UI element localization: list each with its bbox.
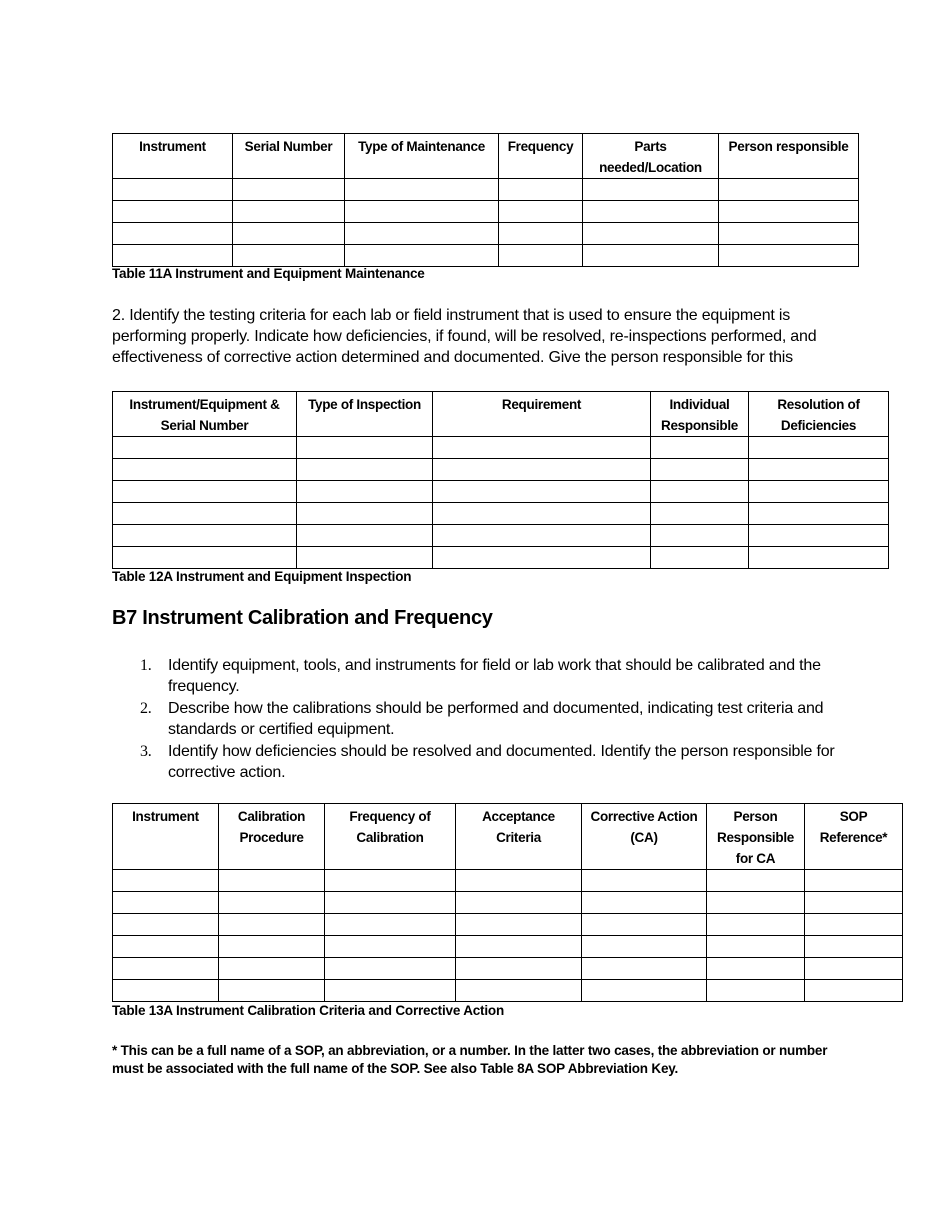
table-cell[interactable] — [707, 980, 805, 1002]
list-item-text: Describe how the calibrations should be performed and documented, indicating test criteria and standards or certified equipment. — [168, 700, 824, 738]
table-cell[interactable] — [345, 245, 499, 267]
table-cell[interactable] — [456, 870, 582, 892]
col-header-type-of-inspection: Type of Inspection — [297, 392, 433, 437]
table-cell[interactable] — [233, 179, 345, 201]
table-cell[interactable] — [219, 980, 325, 1002]
table-cell[interactable] — [297, 547, 433, 569]
table-cell[interactable] — [749, 547, 889, 569]
table-cell[interactable] — [583, 179, 719, 201]
list-item-text: Identify how deficiencies should be resolved and documented. Identify the person responsible for corrective action. — [168, 743, 835, 781]
table-cell[interactable] — [805, 892, 903, 914]
col-header-instrument: Instrument — [113, 804, 219, 870]
table-cell[interactable] — [325, 936, 456, 958]
table-cell[interactable] — [456, 892, 582, 914]
table-cell[interactable] — [651, 547, 749, 569]
list-item-number: 3. — [140, 743, 152, 760]
maintenance-table — [112, 133, 859, 267]
table-cell[interactable] — [219, 870, 325, 892]
table-cell[interactable] — [233, 223, 345, 245]
col-header-individual-responsible: Individual Responsible — [651, 392, 749, 437]
table-cell[interactable] — [325, 958, 456, 980]
table-cell[interactable] — [113, 525, 297, 547]
col-header-frequency-of-calibration: Frequency of Calibration — [325, 804, 456, 870]
col-header-resolution-of-deficiencies: Resolution of Deficiencies — [749, 392, 889, 437]
table-cell[interactable] — [113, 892, 219, 914]
table-cell[interactable] — [433, 481, 651, 503]
table-row — [113, 936, 903, 958]
table-cell[interactable] — [297, 503, 433, 525]
col-header-person-responsible: Person responsible — [719, 134, 859, 179]
table-cell[interactable] — [719, 223, 859, 245]
col-header-serial-number: Serial Number — [233, 134, 345, 179]
table-header-row — [113, 804, 903, 870]
table-row — [113, 525, 889, 547]
table-cell[interactable] — [456, 958, 582, 980]
table-cell[interactable] — [325, 914, 456, 936]
table-cell[interactable] — [297, 437, 433, 459]
table-row — [113, 481, 889, 503]
table-cell[interactable] — [499, 223, 583, 245]
table-cell[interactable] — [113, 223, 233, 245]
footnote: * This can be a full name of a SOP, an abbreviation, or a number. In the latter two cases, the abbreviation or number must be associated with the full name of the SOP. See also Table 8A SOP Abbreviation Key. — [112, 1043, 828, 1076]
table-cell[interactable] — [651, 437, 749, 459]
table-cell[interactable] — [113, 914, 219, 936]
table-cell[interactable] — [582, 936, 707, 958]
table-row — [113, 503, 889, 525]
table-cell[interactable] — [805, 936, 903, 958]
table-cell[interactable] — [325, 980, 456, 1002]
list-item-number: 1. — [140, 657, 152, 674]
table-cell[interactable] — [233, 245, 345, 267]
table-row — [113, 437, 889, 459]
table-cell[interactable] — [583, 245, 719, 267]
table-cell[interactable] — [113, 958, 219, 980]
table-cell[interactable] — [749, 481, 889, 503]
table-cell[interactable] — [113, 936, 219, 958]
table-cell[interactable] — [456, 914, 582, 936]
list-item-text: Identify equipment, tools, and instruments for field or lab work that should be calibrated and the frequency. — [168, 657, 821, 695]
table-row — [113, 201, 859, 223]
col-header-type-of-maintenance: Type of Maintenance — [345, 134, 499, 179]
table-cell[interactable] — [805, 914, 903, 936]
table-cell[interactable] — [707, 870, 805, 892]
table-cell[interactable] — [113, 179, 233, 201]
table-cell[interactable] — [433, 547, 651, 569]
table-row — [113, 870, 903, 892]
table-cell[interactable] — [297, 459, 433, 481]
table-cell[interactable] — [651, 481, 749, 503]
table-cell[interactable] — [499, 245, 583, 267]
instruction-paragraph: 2. Identify the testing criteria for each lab or field instrument that is used to ensure the equipment is performing properly. Indicate how deficiencies, if found, will be resolved, re-inspections performed, and effectiveness of corrective action determined and documented. Give the person responsible for this — [112, 307, 817, 366]
table-cell[interactable] — [219, 892, 325, 914]
table-cell[interactable] — [345, 201, 499, 223]
table-cell[interactable] — [456, 980, 582, 1002]
table-cell[interactable] — [325, 870, 456, 892]
col-header-frequency: Frequency — [499, 134, 583, 179]
table-cell[interactable] — [805, 958, 903, 980]
table-header-row — [113, 134, 859, 179]
table-cell[interactable] — [582, 870, 707, 892]
table-cell[interactable] — [719, 201, 859, 223]
calibration-table — [112, 803, 903, 1002]
table-cell[interactable] — [719, 245, 859, 267]
table-caption-12a: Table 12A Instrument and Equipment Inspection — [112, 569, 412, 584]
table-cell[interactable] — [499, 201, 583, 223]
table-cell[interactable] — [113, 459, 297, 481]
col-header-person-responsible-for-ca: Person Responsible for CA — [707, 804, 805, 870]
table-cell[interactable] — [297, 481, 433, 503]
table-cell[interactable] — [433, 437, 651, 459]
col-header-instrument-equipment: Instrument/Equipment & Serial Number — [113, 392, 297, 437]
table-cell[interactable] — [583, 223, 719, 245]
table-cell[interactable] — [749, 525, 889, 547]
table-row — [113, 459, 889, 481]
col-header-instrument: Instrument — [113, 134, 233, 179]
table-cell[interactable] — [582, 980, 707, 1002]
table-cell[interactable] — [433, 459, 651, 481]
table-cell[interactable] — [583, 201, 719, 223]
section-heading: B7 Instrument Calibration and Frequency — [112, 607, 493, 629]
table-cell[interactable] — [433, 503, 651, 525]
table-cell[interactable] — [707, 892, 805, 914]
table-row — [113, 892, 903, 914]
table-row — [113, 914, 903, 936]
table-cell[interactable] — [113, 245, 233, 267]
table-cell[interactable] — [805, 980, 903, 1002]
table-cell[interactable] — [582, 914, 707, 936]
table-cell[interactable] — [719, 179, 859, 201]
table-caption-13a: Table 13A Instrument Calibration Criteria and Corrective Action — [112, 1003, 504, 1018]
table-cell[interactable] — [325, 892, 456, 914]
table-cell[interactable] — [707, 936, 805, 958]
inspection-table — [112, 391, 889, 569]
col-header-parts-needed: Parts needed/Location — [583, 134, 719, 179]
table-cell[interactable] — [113, 437, 297, 459]
table-cell[interactable] — [113, 980, 219, 1002]
col-header-calibration-procedure: Calibration Procedure — [219, 804, 325, 870]
table-row — [113, 547, 889, 569]
table-cell[interactable] — [219, 958, 325, 980]
table-cell[interactable] — [345, 179, 499, 201]
col-header-requirement: Requirement — [433, 392, 651, 437]
table-cell[interactable] — [113, 201, 233, 223]
table-cell[interactable] — [113, 870, 219, 892]
table-row — [113, 980, 903, 1002]
col-header-corrective-action: Corrective Action (CA) — [582, 804, 707, 870]
table-cell[interactable] — [113, 503, 297, 525]
col-header-acceptance-criteria: Acceptance Criteria — [456, 804, 582, 870]
table-cell[interactable] — [651, 459, 749, 481]
table-cell[interactable] — [582, 958, 707, 980]
table-cell[interactable] — [749, 459, 889, 481]
table-header-row — [113, 392, 889, 437]
table-cell[interactable] — [233, 201, 345, 223]
table-cell[interactable] — [433, 525, 651, 547]
table-row — [113, 245, 859, 267]
table-row — [113, 179, 859, 201]
table-cell[interactable] — [219, 914, 325, 936]
table-cell[interactable] — [113, 481, 297, 503]
col-header-sop-reference: SOP Reference* — [805, 804, 903, 870]
list-item-number: 2. — [140, 700, 152, 717]
table-cell[interactable] — [499, 179, 583, 201]
table-cell[interactable] — [651, 525, 749, 547]
table-cell[interactable] — [456, 936, 582, 958]
table-cell[interactable] — [805, 870, 903, 892]
table-cell[interactable] — [113, 547, 297, 569]
table-cell[interactable] — [707, 914, 805, 936]
table-cell[interactable] — [707, 958, 805, 980]
table-caption-11a: Table 11A Instrument and Equipment Maintenance — [112, 266, 425, 281]
table-cell[interactable] — [219, 936, 325, 958]
table-row — [113, 958, 903, 980]
table-row — [113, 223, 859, 245]
table-cell[interactable] — [345, 223, 499, 245]
table-cell[interactable] — [749, 503, 889, 525]
table-cell[interactable] — [749, 437, 889, 459]
table-cell[interactable] — [582, 892, 707, 914]
table-cell[interactable] — [651, 503, 749, 525]
table-cell[interactable] — [297, 525, 433, 547]
